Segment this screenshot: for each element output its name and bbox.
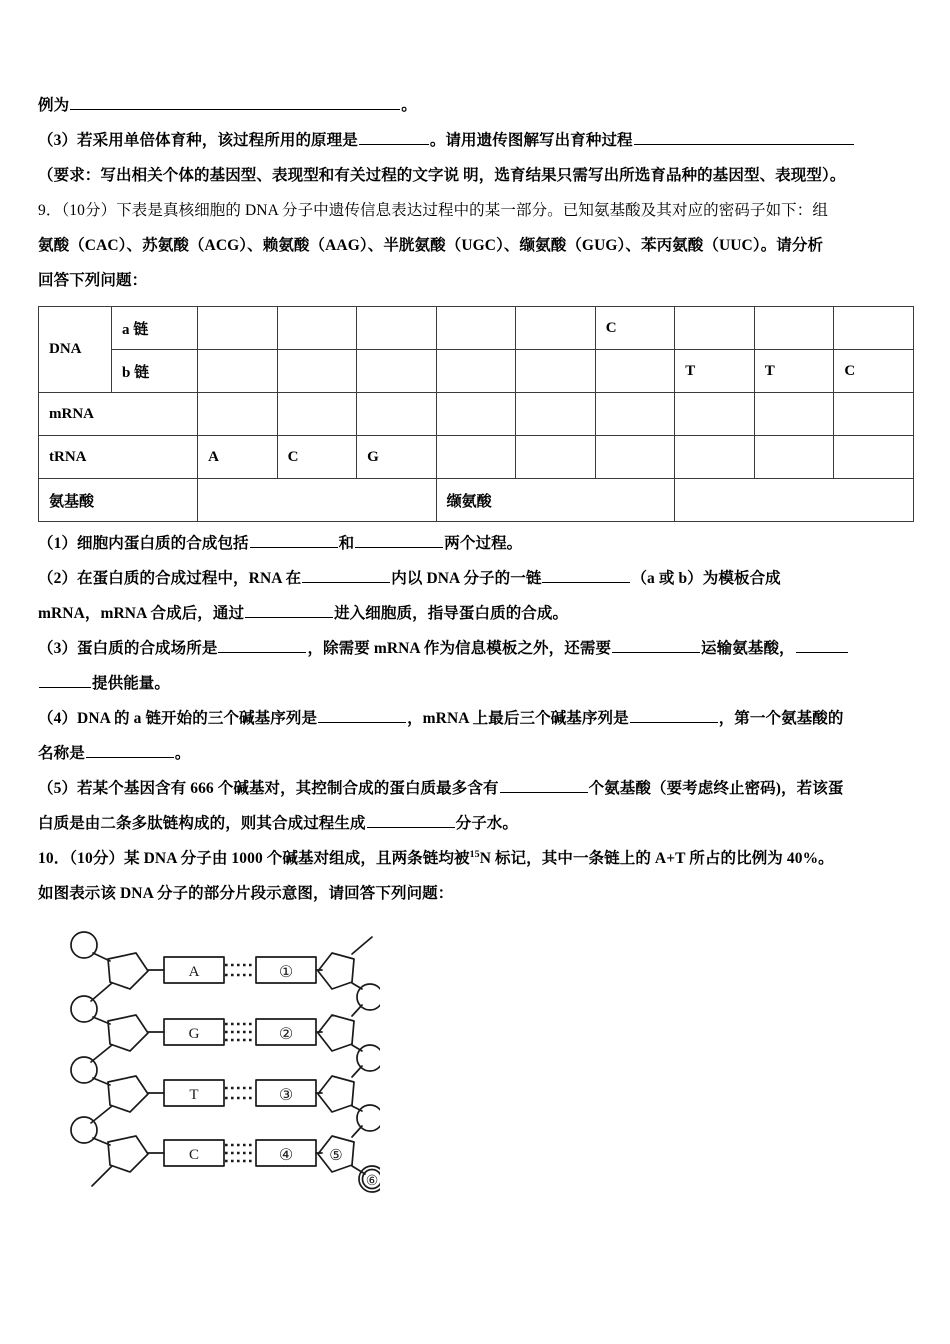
q9-sub1-mid: 和 <box>338 535 355 552</box>
cell-t7[interactable] <box>675 436 755 479</box>
q10-stem-a: 10．（10分）某 DNA 分子由 1000 个碱基对组成，且两条链均被 <box>38 850 470 867</box>
cell-a4[interactable] <box>436 307 516 350</box>
bond-left-s1-p2 <box>91 983 112 1001</box>
cell-t1[interactable]: A <box>198 436 278 479</box>
q9-sub4-mid2: ，第一个氨基酸的 <box>718 710 844 727</box>
base-label-right-1: ① <box>278 964 294 981</box>
cell-t8[interactable] <box>754 436 834 479</box>
q9-sub1-pre: （1）细胞内蛋白质的合成包括 <box>38 535 249 552</box>
q9-sub4-mid1: ，mRNA 上最后三个碱基序列是 <box>407 710 629 727</box>
q9-sub3-line1 <box>38 631 914 666</box>
sugar-left-1 <box>108 953 148 989</box>
q8-sub3-pre: （3）若采用单倍体育种，该过程所用的原理是 <box>38 132 358 149</box>
dna-fragment-diagram <box>60 925 380 1197</box>
cell-mrna-label: mRNA <box>39 393 198 436</box>
cell-b3[interactable] <box>357 350 437 393</box>
carryover-line <box>38 88 914 123</box>
cell-m6[interactable] <box>595 393 675 436</box>
q9-sub5-pre: （5）若某个基因含有 666 个碱基对，其控制合成的蛋白质最多含有 <box>38 780 499 797</box>
cell-aa1[interactable] <box>198 479 437 522</box>
cell-b5[interactable] <box>516 350 596 393</box>
carryover-period: 。 <box>401 97 417 114</box>
q9-sub3-mid2: 运输氨基酸， <box>701 640 795 657</box>
cell-dna-label: DNA <box>39 307 112 393</box>
q9-sub4-line1 <box>38 701 914 736</box>
q8-requirement-line: （要求：写出相关个体的基因型、表现型和有关过程的文字说 明，选育结果只需写出所选育品种的基因型、表现型）。 <box>38 167 846 184</box>
cell-b8[interactable]: T <box>754 350 834 393</box>
cell-aa3[interactable] <box>675 479 914 522</box>
answer-blank[interactable] <box>218 638 306 653</box>
answer-blank[interactable] <box>355 533 443 548</box>
dna-fragment-svg <box>60 925 380 1197</box>
answer-blank[interactable] <box>318 708 406 723</box>
q9-sub2-line2 <box>38 596 914 631</box>
table-row-a-chain <box>39 307 914 350</box>
answer-blank[interactable] <box>250 533 338 548</box>
answer-blank[interactable] <box>39 673 91 688</box>
answer-blank[interactable] <box>245 603 333 618</box>
strand-tail-bottom-left <box>92 1166 112 1186</box>
bond-left-p1-s1 <box>93 953 110 961</box>
cell-aa2[interactable]: 缬氨酸 <box>436 479 675 522</box>
q9-sub1-line <box>38 526 914 561</box>
bond-right-p1-s2 <box>352 1005 362 1016</box>
cell-a8[interactable] <box>754 307 834 350</box>
sugar-left-4 <box>108 1136 148 1172</box>
answer-blank[interactable] <box>302 568 390 583</box>
answer-blank[interactable] <box>796 638 848 653</box>
cell-m7[interactable] <box>675 393 755 436</box>
q9-sub3-pre: （3）蛋白质的合成场所是 <box>38 640 218 657</box>
cell-amino-acid-label: 氨基酸 <box>39 479 198 522</box>
q9-sub2-l2-post: 进入细胞质，指导蛋白质的合成。 <box>334 605 569 622</box>
q9-sub4-l2-pre: 名称是 <box>38 745 85 762</box>
answer-blank[interactable] <box>86 743 174 758</box>
q9-sub3-line2 <box>38 666 914 701</box>
cell-a1[interactable] <box>198 307 278 350</box>
base-labels-group <box>189 964 379 1189</box>
q9-sub4-line2 <box>38 736 914 771</box>
cell-a6[interactable]: C <box>595 307 675 350</box>
label-phosphate-6: ⑥ <box>365 1174 379 1189</box>
base-label-left-4: C <box>188 1147 200 1163</box>
base-label-right-4: ④ <box>278 1147 294 1164</box>
cell-b-chain-label: b 链 <box>112 350 198 393</box>
cell-b4[interactable] <box>436 350 516 393</box>
sugar-right-2 <box>318 1015 354 1051</box>
q9-sub5-l2-post: 分子水。 <box>455 815 519 832</box>
cell-m8[interactable] <box>754 393 834 436</box>
cell-trna-label: tRNA <box>39 436 198 479</box>
bond-left-s3-p4 <box>91 1106 112 1123</box>
cell-a9[interactable] <box>834 307 914 350</box>
cell-b9[interactable]: C <box>834 350 914 393</box>
table-row-amino-acid <box>39 479 914 522</box>
cell-t6[interactable] <box>595 436 675 479</box>
label-sugar-5: ⑤ <box>329 1148 343 1164</box>
q9-sub4-pre: （4）DNA 的 a 链开始的三个碱基序列是 <box>38 710 318 727</box>
q9-sub2-mid2: （a 或 b）为模板合成 <box>631 570 781 587</box>
cell-t3[interactable]: G <box>357 436 437 479</box>
cell-b6[interactable] <box>595 350 675 393</box>
bond-right-p2-s3 <box>352 1066 362 1077</box>
cell-b1[interactable] <box>198 350 278 393</box>
q9-stem-line1: 9．（10分）下表是真核细胞的 DNA 分子中遗传信息表达过程中的某一部分。已知氨基酸及其对应的密码子如下：组 <box>38 202 828 219</box>
cell-b7[interactable]: T <box>675 350 755 393</box>
q9-sub4-l2-post: 。 <box>174 745 191 762</box>
bond-right-s1-p1 <box>352 983 362 989</box>
base-label-left-3: T <box>189 1087 199 1103</box>
base-label-left-1: A <box>188 964 200 980</box>
cell-a7[interactable] <box>675 307 755 350</box>
cell-m5[interactable] <box>516 393 596 436</box>
answer-blank[interactable] <box>612 638 700 653</box>
q9-sub5-mid: 个氨基酸（要考虑终止密码)，若该蛋 <box>588 780 844 797</box>
q10-stem-line1 <box>38 841 914 876</box>
cell-t5[interactable] <box>516 436 596 479</box>
cell-t4[interactable] <box>436 436 516 479</box>
answer-blank[interactable] <box>630 708 718 723</box>
sugar-left-2 <box>108 1015 148 1051</box>
hydrogen-bonds-group <box>225 965 255 1161</box>
cell-m3[interactable] <box>357 393 437 436</box>
cell-m1[interactable] <box>198 393 278 436</box>
table-row-b-chain <box>39 350 914 393</box>
q9-sub2-mid1: 内以 DNA 分子的一链 <box>391 570 542 587</box>
sugar-left-3 <box>108 1076 148 1112</box>
strand-tail-top-right <box>352 937 372 954</box>
cell-b2[interactable] <box>277 350 357 393</box>
cell-t2[interactable]: C <box>277 436 357 479</box>
cell-a3[interactable] <box>357 307 437 350</box>
genetic-info-table <box>38 306 914 522</box>
q9-sub3-l2-post: 提供能量。 <box>92 675 171 692</box>
q9-sub2-l2-pre: mRNA，mRNA 合成后，通过 <box>38 605 245 622</box>
q9-sub5-line2 <box>38 806 914 841</box>
q8-sub3-mid: 。请用遗传图解写出育种过程 <box>429 132 633 149</box>
answer-blank[interactable] <box>542 568 630 583</box>
q10-stem-line2: 如图表示该 DNA 分子的部分片段示意图，请回答下列问题： <box>38 885 454 902</box>
q9-stem-line3: 回答下列问题： <box>38 272 148 289</box>
q9-sub5-l2-pre: 白质是由二条多肽链构成的，则其合成过程生成 <box>38 815 366 832</box>
bond-right-p3-s4 <box>352 1126 362 1137</box>
sugar-right-3 <box>318 1076 354 1112</box>
phosphate-left-1 <box>71 932 97 958</box>
base-label-right-3: ③ <box>278 1087 294 1104</box>
q10-stem-b: N 标记，其中一条链上的 A+T 所占的比例为 40%。 <box>479 850 834 867</box>
answer-blank[interactable] <box>70 95 400 110</box>
cell-m4[interactable] <box>436 393 516 436</box>
carryover-label: 例为 <box>38 97 70 114</box>
isotope-superscript: 15 <box>469 848 480 860</box>
q9-sub2-line1 <box>38 561 914 596</box>
cell-m2[interactable] <box>277 393 357 436</box>
page-content <box>38 88 914 1197</box>
q9-sub3-mid1: ，除需要 mRNA 作为信息模板之外，还需要 <box>307 640 612 657</box>
answer-blank[interactable] <box>500 778 588 793</box>
cell-a2[interactable] <box>277 307 357 350</box>
table-row-mrna <box>39 393 914 436</box>
cell-a-chain-label: a 链 <box>112 307 198 350</box>
answer-blank[interactable] <box>359 130 429 145</box>
base-label-left-2: G <box>188 1026 200 1042</box>
bond-left-s2-p3 <box>91 1045 112 1062</box>
cell-t9[interactable] <box>834 436 914 479</box>
answer-blank[interactable] <box>367 813 455 828</box>
q9-stem-line2: 氨酸（CAC）、苏氨酸（ACG）、赖氨酸（AAG）、半胱氨酸（UGC）、缬氨酸（GUG）、苯丙氨酸（UUC）。请分析 <box>38 237 824 254</box>
q9-sub2-pre: （2）在蛋白质的合成过程中，RNA 在 <box>38 570 302 587</box>
sugar-right-1 <box>318 953 354 989</box>
q8-sub3-line <box>38 123 914 158</box>
cell-a5[interactable] <box>516 307 596 350</box>
table-row-trna <box>39 436 914 479</box>
base-label-right-2: ② <box>278 1026 294 1043</box>
cell-m9[interactable] <box>834 393 914 436</box>
q9-sub1-post: 两个过程。 <box>444 535 523 552</box>
q9-sub5-line1 <box>38 771 914 806</box>
answer-blank[interactable] <box>634 130 854 145</box>
